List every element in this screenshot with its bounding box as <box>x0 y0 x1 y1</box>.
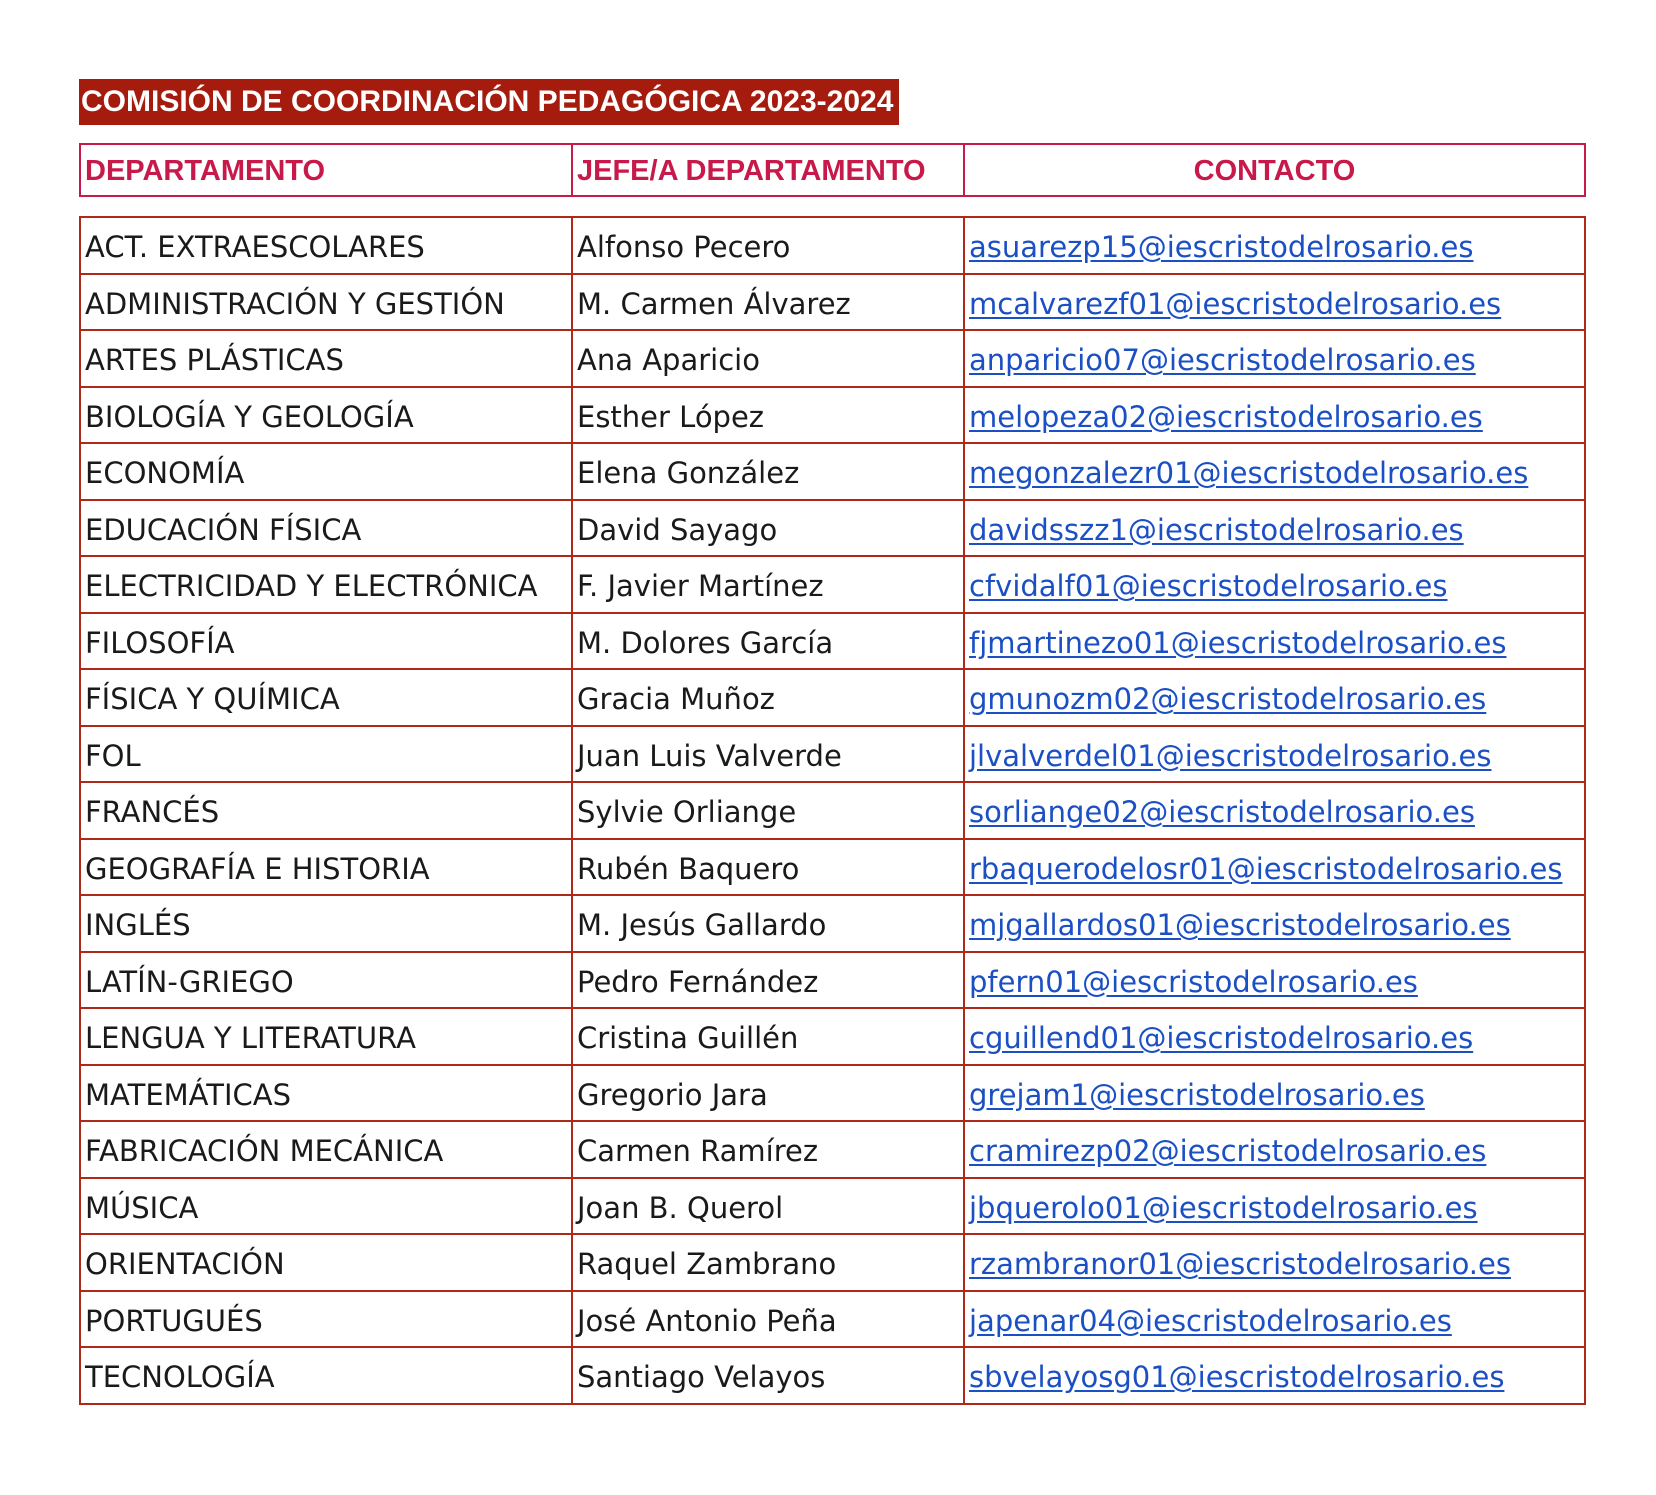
table-row <box>80 1347 1585 1404</box>
departments-table-body <box>80 217 1585 1404</box>
contact-cell <box>964 330 1585 387</box>
contact-cell <box>964 669 1585 726</box>
table-row <box>80 895 1585 952</box>
department-head-cell: Santiago Velayos <box>572 1347 964 1404</box>
contact-cell <box>964 387 1585 444</box>
contact-cell <box>964 1065 1585 1122</box>
contact-cell <box>964 1234 1585 1291</box>
contact-email-link[interactable]: jbquerolo01@iescristodelrosario.es <box>969 1190 1478 1225</box>
contact-cell <box>964 782 1585 839</box>
department-head-cell: Elena González <box>572 443 964 500</box>
header-contact: CONTACTO <box>964 144 1585 196</box>
department-cell: FOL <box>80 726 572 783</box>
contact-email-link[interactable]: davidsszz1@iescristodelrosario.es <box>969 512 1464 547</box>
contact-cell <box>964 1347 1585 1404</box>
contact-email-link[interactable]: fjmartinezo01@iescristodelrosario.es <box>969 625 1507 660</box>
department-cell: LATÍN-GRIEGO <box>80 952 572 1009</box>
contact-email-link[interactable]: jlvalverdel01@iescristodelrosario.es <box>969 738 1492 773</box>
table-row <box>80 556 1585 613</box>
department-cell: ECONOMÍA <box>80 443 572 500</box>
table-row <box>80 387 1585 444</box>
contact-email-link[interactable]: anparicio07@iescristodelrosario.es <box>969 343 1476 378</box>
department-cell: GEOGRAFÍA E HISTORIA <box>80 839 572 896</box>
department-head-cell: Pedro Fernández <box>572 952 964 1009</box>
table-row <box>80 330 1585 387</box>
table-row <box>80 1121 1585 1178</box>
contact-email-link[interactable]: rbaquerodelosr01@iescristodelrosario.es <box>969 851 1563 886</box>
department-head-cell: Ana Aparicio <box>572 330 964 387</box>
table-row <box>80 952 1585 1009</box>
contact-cell <box>964 1121 1585 1178</box>
department-head-cell: Cristina Guillén <box>572 1008 964 1065</box>
table-row <box>80 839 1585 896</box>
department-cell: ADMINISTRACIÓN Y GESTIÓN <box>80 274 572 331</box>
department-head-cell: Gregorio Jara <box>572 1065 964 1122</box>
contact-email-link[interactable]: pfern01@iescristodelrosario.es <box>969 964 1418 999</box>
header-head: JEFE/A DEPARTAMENTO <box>572 144 964 196</box>
contact-cell <box>964 1291 1585 1348</box>
contact-cell <box>964 613 1585 670</box>
department-head-cell: Juan Luis Valverde <box>572 726 964 783</box>
department-cell: PORTUGUÉS <box>80 1291 572 1348</box>
department-head-cell: Alfonso Pecero <box>572 217 964 274</box>
department-head-cell: F. Javier Martínez <box>572 556 964 613</box>
department-cell: MÚSICA <box>80 1178 572 1235</box>
department-cell: MATEMÁTICAS <box>80 1065 572 1122</box>
contact-email-link[interactable]: melopeza02@iescristodelrosario.es <box>969 399 1483 434</box>
department-head-cell: Sylvie Orliange <box>572 782 964 839</box>
department-cell: FABRICACIÓN MECÁNICA <box>80 1121 572 1178</box>
department-head-cell: Raquel Zambrano <box>572 1234 964 1291</box>
department-head-cell: M. Carmen Álvarez <box>572 274 964 331</box>
table-row <box>80 726 1585 783</box>
contact-email-link[interactable]: grejam1@iescristodelrosario.es <box>969 1077 1425 1112</box>
department-head-cell: Esther López <box>572 387 964 444</box>
contact-email-link[interactable]: mjgallardos01@iescristodelrosario.es <box>969 908 1511 943</box>
department-head-cell: Gracia Muñoz <box>572 669 964 726</box>
contact-email-link[interactable]: sorliange02@iescristodelrosario.es <box>969 795 1475 830</box>
department-cell: FILOSOFÍA <box>80 613 572 670</box>
department-cell: FÍSICA Y QUÍMICA <box>80 669 572 726</box>
contact-email-link[interactable]: cfvidalf01@iescristodelrosario.es <box>969 569 1448 604</box>
table-row <box>80 1008 1585 1065</box>
departments-table <box>79 216 1586 1405</box>
table-row <box>80 1065 1585 1122</box>
department-head-cell: José Antonio Peña <box>572 1291 964 1348</box>
table-row <box>80 1178 1585 1235</box>
contact-email-link[interactable]: cramirezp02@iescristodelrosario.es <box>969 1134 1487 1169</box>
table-row <box>80 500 1585 557</box>
contact-cell <box>964 1178 1585 1235</box>
contact-email-link[interactable]: japenar04@iescristodelrosario.es <box>969 1303 1452 1338</box>
contact-email-link[interactable]: gmunozm02@iescristodelrosario.es <box>969 682 1487 717</box>
department-head-cell: Joan B. Querol <box>572 1178 964 1235</box>
contact-cell <box>964 217 1585 274</box>
contact-cell <box>964 1008 1585 1065</box>
department-cell: ORIENTACIÓN <box>80 1234 572 1291</box>
department-cell: EDUCACIÓN FÍSICA <box>80 500 572 557</box>
department-cell: INGLÉS <box>80 895 572 952</box>
department-cell: LENGUA Y LITERATURA <box>80 1008 572 1065</box>
contact-email-link[interactable]: asuarezp15@iescristodelrosario.es <box>969 230 1474 265</box>
department-cell: TECNOLOGÍA <box>80 1347 572 1404</box>
department-head-cell: Rubén Baquero <box>572 839 964 896</box>
table-row <box>80 443 1585 500</box>
department-cell: BIOLOGÍA Y GEOLOGÍA <box>80 387 572 444</box>
contact-cell <box>964 500 1585 557</box>
contact-email-link[interactable]: sbvelayosg01@iescristodelrosario.es <box>969 1360 1505 1395</box>
table-row <box>80 782 1585 839</box>
contact-email-link[interactable]: cguillend01@iescristodelrosario.es <box>969 1021 1474 1056</box>
table-row <box>80 669 1585 726</box>
contact-email-link[interactable]: megonzalezr01@iescristodelrosario.es <box>969 456 1529 491</box>
table-row <box>80 613 1585 670</box>
department-head-cell: Carmen Ramírez <box>572 1121 964 1178</box>
header-department: DEPARTAMENTO <box>80 144 572 196</box>
document-title: COMISIÓN DE COORDINACIÓN PEDAGÓGICA 2023-2024 <box>79 79 899 125</box>
department-cell: ARTES PLÁSTICAS <box>80 330 572 387</box>
contact-cell <box>964 726 1585 783</box>
table-row <box>80 1234 1585 1291</box>
header-row <box>80 144 1585 196</box>
department-cell: ACT. EXTRAESCOLARES <box>80 217 572 274</box>
contact-email-link[interactable]: rzambranor01@iescristodelrosario.es <box>969 1247 1511 1282</box>
contact-cell <box>964 274 1585 331</box>
table-row <box>80 274 1585 331</box>
contact-cell <box>964 443 1585 500</box>
contact-cell <box>964 952 1585 1009</box>
contact-email-link[interactable]: mcalvarezf01@iescristodelrosario.es <box>969 286 1502 321</box>
department-cell: FRANCÉS <box>80 782 572 839</box>
department-cell: ELECTRICIDAD Y ELECTRÓNICA <box>80 556 572 613</box>
column-headers <box>79 143 1586 197</box>
contact-cell <box>964 839 1585 896</box>
contact-cell <box>964 895 1585 952</box>
contact-cell <box>964 556 1585 613</box>
table-row <box>80 217 1585 274</box>
department-head-cell: M. Dolores García <box>572 613 964 670</box>
department-head-cell: David Sayago <box>572 500 964 557</box>
department-head-cell: M. Jesús Gallardo <box>572 895 964 952</box>
table-row <box>80 1291 1585 1348</box>
